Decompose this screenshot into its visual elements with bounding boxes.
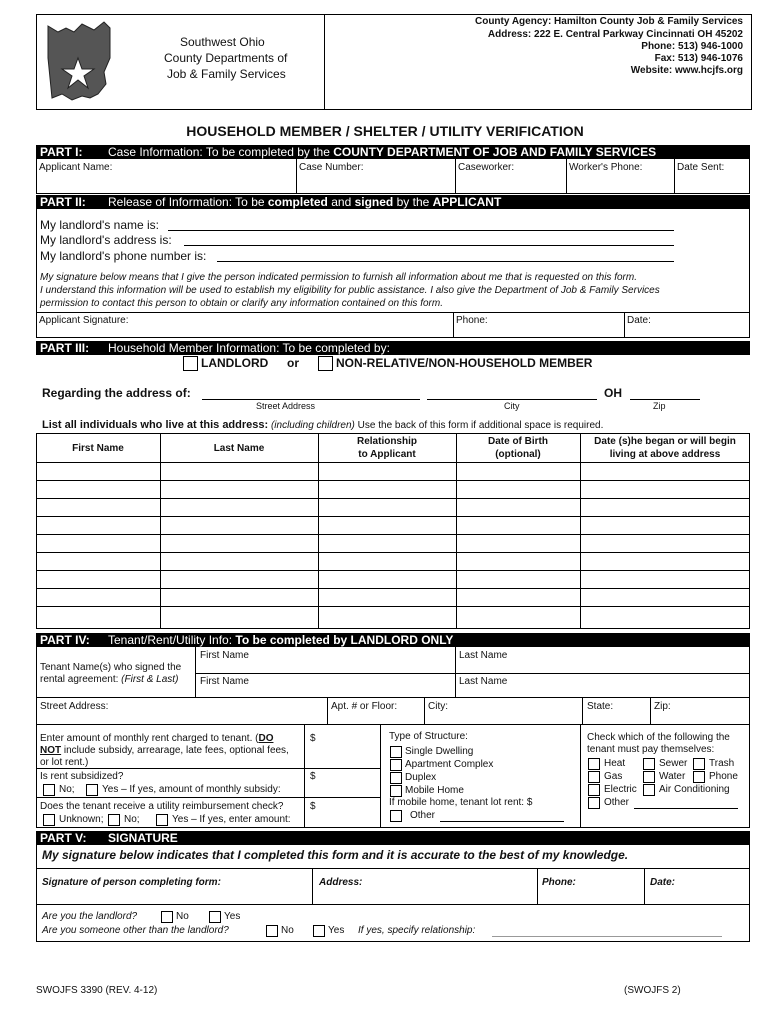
part4-desc: Tenant/Rent/Utility Info: To be completed by LANDLORD ONLY [108,633,454,647]
consent-line1: My signature below means that I give the person indicated permission to furnish all information about me that is requested on this form. [40,272,637,283]
applicant-name-field[interactable]: Applicant Name: [39,162,113,173]
non-relative-checkbox[interactable] [318,356,333,371]
part3-label: PART III: [40,341,90,355]
street-address-input[interactable] [202,399,420,400]
apt-floor-field[interactable]: Apt. # or Floor: [331,701,398,712]
part2-bar [36,195,750,209]
reimb-no-label: No; [124,814,140,825]
mobile-home-label: Mobile Home [405,785,464,796]
col-relationship-2: to Applicant [358,449,416,460]
landlord-no-checkbox[interactable] [161,911,173,923]
col-relationship-1: Relationship [356,436,417,447]
form-title: HOUSEHOLD MEMBER / SHELTER / UTILITY VERIFICATION [186,123,584,139]
applicant-phone-field[interactable]: Phone: [456,315,488,326]
case-number-field[interactable]: Case Number: [299,162,364,173]
caseworker-field[interactable]: Caseworker: [458,162,515,173]
part1-bar [36,145,750,159]
water-label: Water [659,771,686,782]
part3-desc: Household Member Information: To be completed by: [108,341,390,355]
duplex-checkbox[interactable] [390,772,402,784]
applicant-signature-field[interactable]: Applicant Signature: [39,315,129,326]
lot-rent-label: If mobile home, tenant lot rent: $ [389,797,533,808]
part5-statement: My signature below indicates that I completed this form and it is accurate to the best of my knowledge. [42,848,629,862]
structure-other-label: Other [410,810,436,821]
table-row[interactable] [36,588,750,589]
electric-checkbox[interactable] [588,784,600,796]
part3-bar [36,341,750,355]
landlord-address-input[interactable] [184,245,674,246]
part5-desc: SIGNATURE [108,831,178,845]
relationship-input[interactable] [492,936,722,937]
part5-bar [36,831,750,845]
landlord-no-label: No [176,911,189,922]
applicant-date-field[interactable]: Date: [627,315,651,326]
reimbursement-question: Does the tenant receive a utility reimbursement check? [40,801,284,812]
tenant1-last-name-field[interactable]: Last Name [459,650,508,661]
street-address-field[interactable]: Street Address: [40,701,109,712]
reimb-yes-checkbox[interactable] [156,814,168,826]
org-name-line1: Southwest Ohio [180,35,265,49]
utility-other-input[interactable] [634,808,738,809]
utilities-title-2: tenant must pay themselves: [587,744,715,755]
specify-relationship-label: If yes, specify relationship: [358,925,476,936]
subsidy-question: Is rent subsidized? [40,771,124,782]
signature-field[interactable]: Signature of person completing form: [42,877,221,888]
state-field[interactable]: State: [587,701,614,712]
date-field[interactable]: Date: [650,877,676,888]
table-row[interactable] [36,570,750,571]
duplex-label: Duplex [405,772,437,783]
website-line: Website: www.hcjfs.org [630,65,743,76]
air-conditioning-label: Air Conditioning [659,784,730,795]
landlord-option-label: LANDLORD [201,356,269,370]
phone-field[interactable]: Phone: [542,877,576,888]
footer-form-number: SWOJFS 3390 (REV. 4-12) [36,985,158,996]
heat-label: Heat [604,758,626,769]
subsidy-no-label: No; [59,784,75,795]
structure-other-input[interactable] [440,821,564,822]
mobile-home-checkbox[interactable] [390,785,402,797]
col-last-name: Last Name [213,443,265,454]
table-row[interactable] [36,534,750,535]
table-row[interactable] [36,498,750,499]
landlord-address-label: My landlord's address is: [40,233,172,247]
tenant2-last-name-field[interactable]: Last Name [459,676,508,687]
phone-utility-label: Phone [709,771,738,782]
landlord-checkbox[interactable] [183,356,198,371]
utilities-title-1: Check which of the following the [587,732,730,743]
col-dob-1: Date of Birth [488,436,548,447]
or-label: or [287,356,299,370]
part1-label: PART I: [40,145,83,159]
sewer-label: Sewer [659,758,688,769]
structure-other-checkbox[interactable] [390,810,402,822]
zip-input[interactable] [630,399,700,400]
date-sent-field[interactable]: Date Sent: [677,162,725,173]
part1-fields [36,159,750,194]
table-row[interactable] [36,480,750,481]
zip-field[interactable]: Zip: [654,701,671,712]
regarding-address-label: Regarding the address of: [42,386,191,400]
landlord-yes-checkbox[interactable] [209,911,221,923]
consent-line3: permission to contact this person to obtain or clarify any information contained on this form. [40,298,443,309]
rent-question-3: or lot rent.) [40,757,89,768]
gas-checkbox[interactable] [588,771,600,783]
tenant-label-1: Tenant Name(s) who signed the [40,662,182,673]
address-line: Address: 222 E. Central Parkway Cincinnati OH 45202 [487,29,743,40]
subsidy-yes-label: Yes – If yes, amount of monthly subsidy: [102,784,281,795]
col-date-began-1: Date (s)he began or will begin [594,436,736,447]
city-input[interactable] [427,399,597,400]
tenant2-first-name-field[interactable]: First Name [200,676,249,687]
subsidy-yes-checkbox[interactable] [86,784,98,796]
state-oh-label: OH [604,386,622,400]
utility-other-checkbox[interactable] [588,797,600,809]
part2-label: PART II: [40,195,86,209]
col-date-began-2: living at above address [609,449,721,460]
org-name-line3: Job & Family Services [167,67,286,81]
reimb-yes-label: Yes – If yes, enter amount: [172,814,291,825]
tenant1-first-name-field[interactable]: First Name [200,650,249,661]
landlord-yes-label: Yes [224,911,241,922]
col-dob-2: (optional) [495,449,541,460]
utility-other-label: Other [604,797,630,808]
city-field[interactable]: City: [428,701,448,712]
are-you-landlord-question: Are you the landlord? [42,911,138,922]
col-first-name: First Name [72,443,124,454]
trash-label: Trash [709,758,735,769]
rent-question-2: NOT include subsidy, arrearage, late fees, optional fees, [40,745,289,756]
reimb-no-checkbox[interactable] [108,814,120,826]
table-row[interactable] [36,606,750,607]
other-no-label: No [281,925,294,936]
worker-phone-field[interactable]: Worker's Phone: [569,162,643,173]
phone-line: Phone: 513) 946-1000 [641,41,743,52]
landlord-phone-input[interactable] [217,261,674,262]
other-no-checkbox[interactable] [266,925,278,937]
fax-line: Fax: 513) 946-1076 [654,53,743,64]
part1-desc: Case Information: To be completed by the COUNTY DEPARTMENT OF JOB AND FAMILY SERVICES [108,145,657,159]
city-sublabel: City [504,401,520,411]
other-yes-label: Yes [328,925,345,936]
consent-line2: I understand this information will be used to establish my eligibility for public assistance. I also give the Department of Job & Family Services [40,285,660,296]
phone-utility-checkbox[interactable] [693,771,705,783]
single-dwelling-label: Single Dwelling [405,746,474,757]
table-row[interactable] [36,462,750,463]
heat-checkbox[interactable] [588,758,600,770]
street-address-sublabel: Street Address [256,401,316,411]
trash-checkbox[interactable] [693,758,705,770]
rent-question-1: Enter amount of monthly rent charged to tenant. (DO [40,733,274,744]
subsidy-no-checkbox[interactable] [43,784,55,796]
agency-line: County Agency: Hamilton County Job & Family Services [474,16,743,27]
subsidy-dollar-sign[interactable]: $ [310,771,316,782]
part2-desc: Release of Information: To be completed and signed by the APPLICANT [108,195,502,209]
sewer-checkbox[interactable] [643,758,655,770]
footer-form-code: (SWOJFS 2) [624,985,681,996]
tenant-label-2: rental agreement: (First & Last) [40,674,179,685]
ohio-logo-icon [44,18,118,104]
table-row[interactable] [36,552,750,553]
org-name-line2: County Departments of [164,51,288,65]
reimb-unknown-label: Unknown; [59,814,104,825]
header-divider [324,14,325,110]
other-yes-checkbox[interactable] [313,925,325,937]
rent-dollar-sign[interactable]: $ [310,733,316,744]
part5-label: PART V: [40,831,87,845]
landlord-name-label: My landlord's name is: [40,218,160,232]
part4-label: PART IV: [40,633,90,647]
reimb-dollar-sign[interactable]: $ [310,801,316,812]
someone-other-question: Are you someone other than the landlord? [42,925,229,936]
landlord-phone-label: My landlord's phone number is: [40,249,207,263]
list-individuals-instruction: List all individuals who live at this address: (including children) Use the back of this form if additional space is required. [42,419,604,431]
gas-label: Gas [604,771,623,782]
non-relative-option-label: NON-RELATIVE/NON-HOUSEHOLD MEMBER [336,356,593,370]
address-field[interactable]: Address: [319,877,363,888]
single-dwelling-checkbox[interactable] [390,746,402,758]
electric-label: Electric [604,784,637,795]
part4-bar [36,633,750,647]
reimb-unknown-checkbox[interactable] [43,814,55,826]
apartment-checkbox[interactable] [390,759,402,771]
zip-sublabel: Zip [653,401,666,411]
landlord-name-input[interactable] [168,230,674,231]
water-checkbox[interactable] [643,771,655,783]
apartment-label: Apartment Complex [405,759,494,770]
table-row[interactable] [36,516,750,517]
air-conditioning-checkbox[interactable] [643,784,655,796]
structure-title: Type of Structure: [389,731,468,742]
